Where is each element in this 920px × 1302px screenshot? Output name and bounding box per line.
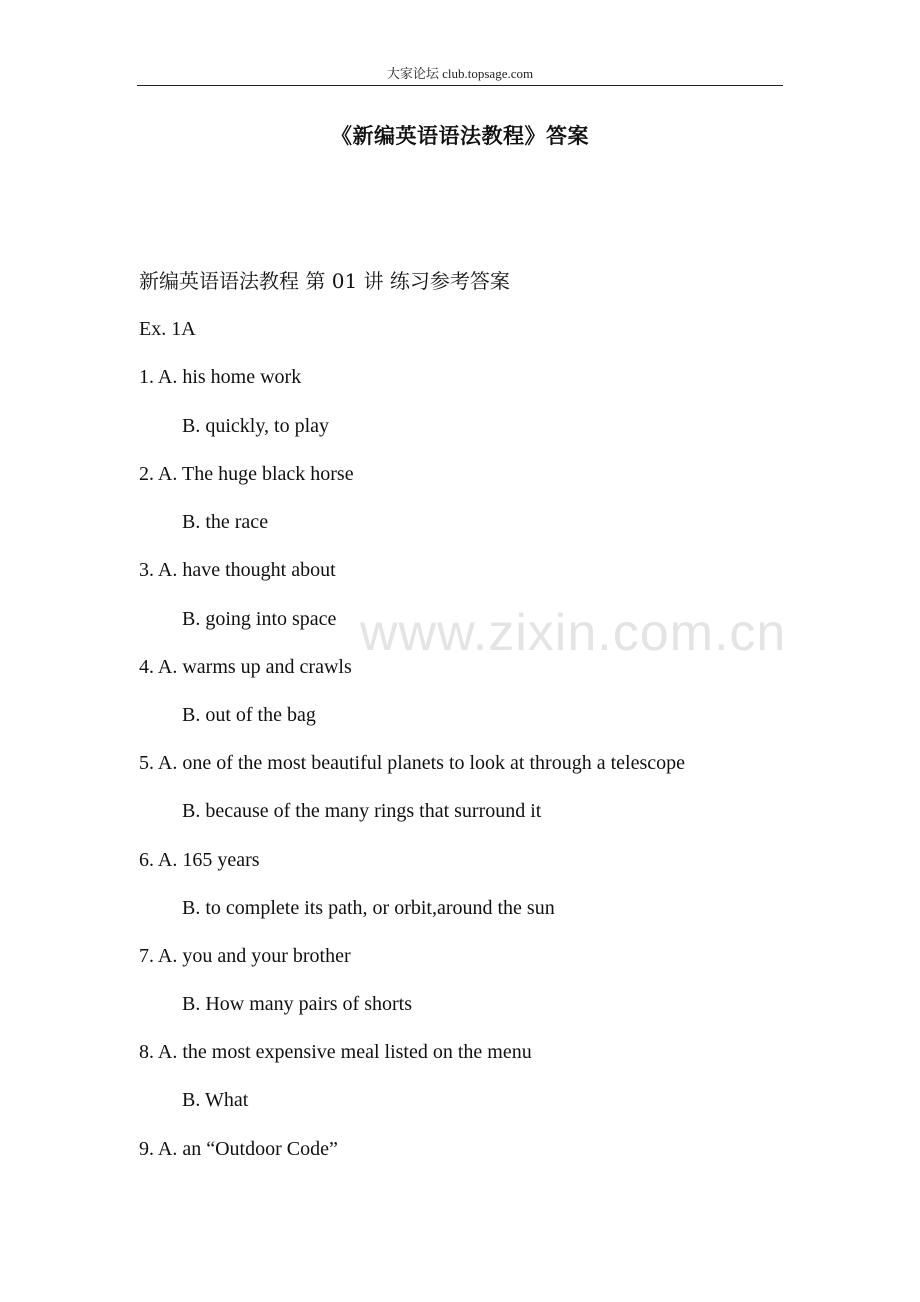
document-title: 《新编英语语法教程》答案 xyxy=(331,124,589,148)
header-rule xyxy=(137,85,783,86)
exercise-label: Ex. 1A xyxy=(139,318,196,340)
answer-1a: 1. A. his home work xyxy=(139,366,302,388)
answer-3a: 3. A. have thought about xyxy=(139,559,336,581)
answer-7a: 7. A. you and your brother xyxy=(139,945,351,967)
answer-2a: 2. A. The huge black horse xyxy=(139,463,354,485)
watermark: www.zixin.com.cn xyxy=(360,604,787,662)
answer-2b: B. the race xyxy=(182,511,269,533)
answer-4a: 4. A. warms up and crawls xyxy=(139,656,352,678)
answer-7b: B. How many pairs of shorts xyxy=(182,993,412,1015)
answer-3b: B. going into space xyxy=(182,608,337,630)
answer-6a: 6. A. 165 years xyxy=(139,849,260,871)
section-heading: 新编英语语法教程 第 01 讲 练习参考答案 xyxy=(139,269,510,293)
answer-5a: 5. A. one of the most beautiful planets to look at through a telescope xyxy=(139,752,685,774)
page-header: 大家论坛 club.topsage.com xyxy=(386,66,534,81)
answer-9a: 9. A. an “Outdoor Code” xyxy=(139,1138,338,1160)
answer-6b: B. to complete its path, or orbit,around the sun xyxy=(182,897,555,919)
answer-5b: B. because of the many rings that surround it xyxy=(182,800,542,822)
answer-4b: B. out of the bag xyxy=(182,704,316,726)
answer-8a: 8. A. the most expensive meal listed on the menu xyxy=(139,1041,532,1063)
answer-1b: B. quickly, to play xyxy=(182,415,330,437)
answer-8b: B. What xyxy=(182,1089,249,1111)
